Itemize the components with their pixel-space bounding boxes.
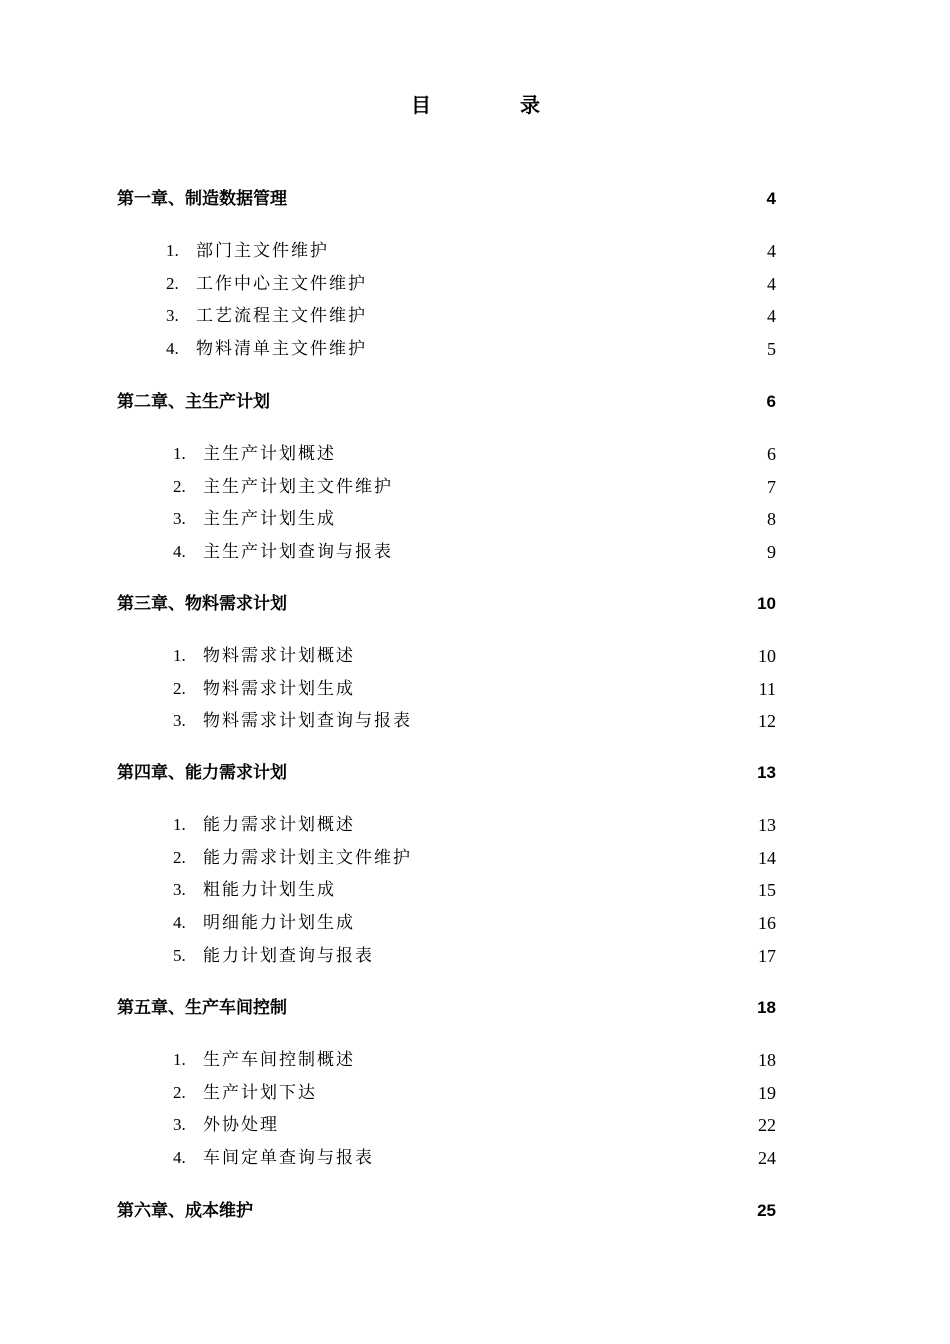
- toc-section-row[interactable]: [0, 877, 950, 903]
- toc-chapter-row[interactable]: [0, 1198, 950, 1224]
- toc-chapter-page: 6: [766, 392, 776, 411]
- toc-section-number: 2.: [173, 477, 186, 496]
- toc-section-number: 3.: [173, 711, 186, 730]
- toc-section-page: 4: [767, 306, 776, 326]
- toc-section-page: 14: [758, 848, 776, 868]
- toc-section-number: 2.: [173, 679, 186, 698]
- toc-section-label: 工艺流程主文件维护: [196, 306, 367, 326]
- toc-chapter-label: 第四章、能力需求计划: [117, 763, 287, 783]
- toc-chapter-page: 4: [766, 189, 776, 208]
- toc-chapter-row[interactable]: [0, 591, 950, 617]
- toc-section-number: 3.: [173, 880, 186, 899]
- toc-section-label: 能力需求计划概述: [203, 815, 355, 835]
- toc-section-label-group: [173, 910, 355, 936]
- toc-section-label-group: [166, 271, 367, 297]
- toc-chapter-page: 10: [757, 594, 776, 613]
- toc-section-page: 11: [758, 679, 776, 699]
- toc-chapter-label: 第二章、主生产计划: [117, 392, 270, 412]
- toc-section-row[interactable]: [0, 539, 950, 565]
- toc-section-label-group: [173, 539, 393, 565]
- toc-chapter-page: 13: [757, 763, 776, 782]
- toc-section-page: 8: [767, 509, 776, 529]
- toc-section-number: 4.: [173, 542, 186, 561]
- toc-chapter-row[interactable]: [0, 389, 950, 415]
- toc-section-number: 4.: [166, 339, 179, 358]
- toc-section-label-group: [173, 643, 355, 669]
- toc-section-label-group: [173, 1112, 279, 1138]
- toc-section-label: 车间定单查询与报表: [203, 1148, 374, 1168]
- toc-section-number: 1.: [173, 646, 186, 665]
- toc-section-label: 主生产计划概述: [203, 444, 336, 464]
- toc-section-label-group: [173, 845, 412, 871]
- toc-section-label-group: [173, 1047, 355, 1073]
- toc-section-row[interactable]: [0, 1080, 950, 1106]
- toc-section-label: 主生产计划生成: [203, 509, 336, 529]
- toc-section-row[interactable]: [0, 238, 950, 264]
- toc-section-page: 16: [758, 913, 776, 933]
- toc-section-label: 生产车间控制概述: [203, 1050, 355, 1070]
- toc-section-label-group: [173, 441, 336, 467]
- toc-section-label: 外协处理: [203, 1115, 279, 1135]
- toc-section-number: 5.: [173, 946, 186, 965]
- toc-section-label-group: [173, 812, 355, 838]
- toc-section-row[interactable]: [0, 336, 950, 362]
- toc-section-label-group: [166, 303, 367, 329]
- toc-chapter-row[interactable]: [0, 186, 950, 212]
- toc-section-page: 7: [767, 477, 776, 497]
- toc-section-label-group: [173, 474, 393, 500]
- toc-section-page: 18: [758, 1050, 776, 1070]
- toc-section-page: 6: [767, 444, 776, 464]
- toc-section-label: 能力需求计划主文件维护: [203, 848, 412, 868]
- toc-section-number: 1.: [173, 815, 186, 834]
- toc-chapter-label: 第三章、物料需求计划: [117, 594, 287, 614]
- toc-section-label: 能力计划查询与报表: [203, 946, 374, 966]
- toc-section-row[interactable]: [0, 474, 950, 500]
- toc-chapter-label: 第一章、制造数据管理: [117, 189, 287, 209]
- toc-section-label: 生产计划下达: [203, 1083, 317, 1103]
- toc-section-number: 1.: [173, 444, 186, 463]
- toc-section-row[interactable]: [0, 303, 950, 329]
- toc-section-label: 主生产计划查询与报表: [203, 542, 393, 562]
- toc-section-row[interactable]: [0, 845, 950, 871]
- title-char-2: 录: [520, 93, 540, 117]
- toc-section-number: 4.: [173, 913, 186, 932]
- toc-chapter-label: 第六章、成本维护: [117, 1201, 253, 1221]
- toc-section-number: 4.: [173, 1148, 186, 1167]
- toc-section-page: 13: [758, 815, 776, 835]
- toc-section-row[interactable]: [0, 506, 950, 532]
- toc-section-label-group: [173, 506, 336, 532]
- toc-section-number: 2.: [166, 274, 179, 293]
- toc-section-page: 22: [758, 1115, 776, 1135]
- toc-section-page: 5: [767, 339, 776, 359]
- toc-section-number: 1.: [173, 1050, 186, 1069]
- toc-section-row[interactable]: [0, 1112, 950, 1138]
- toc-section-label-group: [166, 336, 367, 362]
- toc-section-row[interactable]: [0, 910, 950, 936]
- toc-section-row[interactable]: [0, 441, 950, 467]
- toc-section-number: 1.: [166, 241, 179, 260]
- toc-section-label-group: [173, 943, 374, 969]
- toc-section-label: 部门主文件维护: [196, 241, 329, 261]
- toc-section-number: 3.: [166, 306, 179, 325]
- toc-section-row[interactable]: [0, 1145, 950, 1171]
- toc-section-page: 19: [758, 1083, 776, 1103]
- toc-section-page: 12: [758, 711, 776, 731]
- toc-section-page: 24: [758, 1148, 776, 1168]
- toc-section-label-group: [173, 708, 412, 734]
- toc-section-label-group: [166, 238, 329, 264]
- toc-section-label: 物料需求计划概述: [203, 646, 355, 666]
- toc-chapter-row[interactable]: [0, 995, 950, 1021]
- toc-section-row[interactable]: [0, 943, 950, 969]
- toc-section-number: 3.: [173, 509, 186, 528]
- toc-section-number: 2.: [173, 1083, 186, 1102]
- toc-section-label: 工作中心主文件维护: [196, 274, 367, 294]
- toc-section-page: 4: [767, 241, 776, 261]
- page-title: [0, 92, 950, 122]
- toc-section-label: 明细能力计划生成: [203, 913, 355, 933]
- toc-section-label: 主生产计划主文件维护: [203, 477, 393, 497]
- toc-section-row[interactable]: [0, 676, 950, 702]
- toc-section-label-group: [173, 676, 355, 702]
- toc-chapter-page: 18: [757, 998, 776, 1017]
- toc-chapter-label: 第五章、生产车间控制: [117, 998, 287, 1018]
- toc-section-row[interactable]: [0, 1047, 950, 1073]
- toc-section-page: 17: [758, 946, 776, 966]
- toc-section-label: 物料清单主文件维护: [196, 339, 367, 359]
- toc-chapter-page: 25: [757, 1201, 776, 1220]
- toc-section-label: 粗能力计划生成: [203, 880, 336, 900]
- title-char-1: 目: [411, 93, 431, 117]
- toc-section-number: 2.: [173, 848, 186, 867]
- toc-section-label: 物料需求计划生成: [203, 679, 355, 699]
- toc-section-page: 9: [767, 542, 776, 562]
- toc-section-page: 10: [758, 646, 776, 666]
- toc-section-row[interactable]: [0, 708, 950, 734]
- toc-chapter-row[interactable]: [0, 760, 950, 786]
- toc-section-label: 物料需求计划查询与报表: [203, 711, 412, 731]
- toc-section-row[interactable]: [0, 812, 950, 838]
- toc-section-page: 4: [767, 274, 776, 294]
- toc-section-page: 15: [758, 880, 776, 900]
- toc-section-number: 3.: [173, 1115, 186, 1134]
- toc-section-label-group: [173, 1080, 317, 1106]
- toc-section-label-group: [173, 877, 336, 903]
- toc-section-row[interactable]: [0, 643, 950, 669]
- toc-section-label-group: [173, 1145, 374, 1171]
- toc-section-row[interactable]: [0, 271, 950, 297]
